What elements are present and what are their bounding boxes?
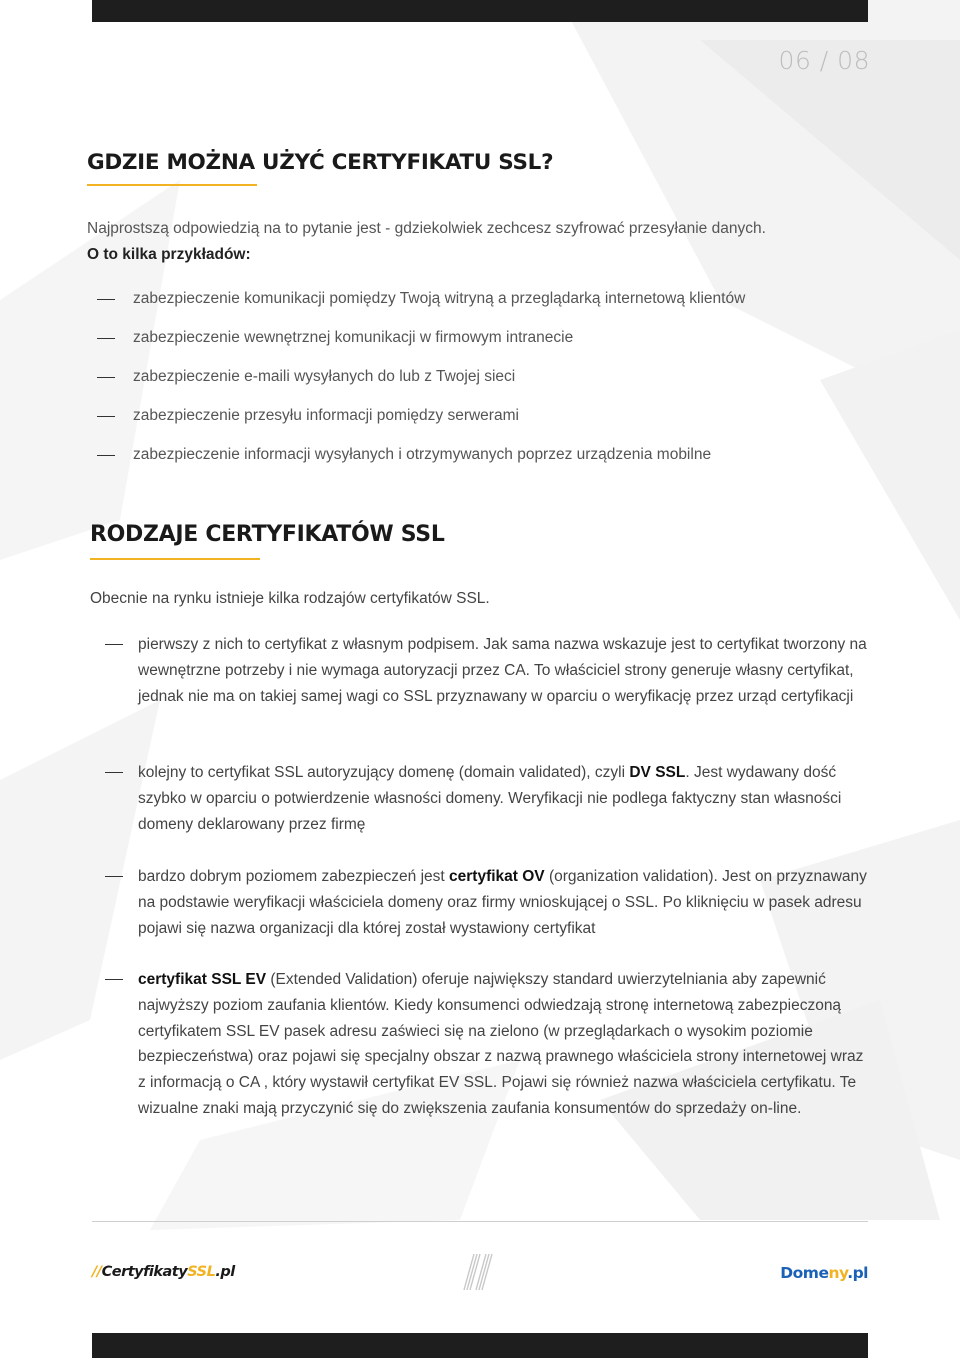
intro-line: Najprostszą odpowiedzią na to pytanie jest - gdziekolwiek zechcesz szyfrować przesyłanie danych. bbox=[87, 220, 766, 237]
list-item: pierwszy z nich to certyfikat z własnym podpisem. Jak sama nazwa wskazuje jest to certyfikat tworzony na wewnętrzne potrzeby i nie wymaga autoryzacji przez CA. To właściciel strony generuje własny certyfikat, jednak nie ma on takiej samej wagi co SSL przyznawany w oparciu o weryfikację przez urząd certyfikacji bbox=[105, 632, 875, 760]
section-title-types: RODZAJE CERTYFIKATÓW SSL bbox=[90, 522, 445, 547]
list-item: zabezpieczenie komunikacji pomiędzy Twoją witryną a przeglądarką internetową klientów bbox=[97, 287, 877, 326]
list-item: bardzo dobrym poziomem zabezpieczeń jest certyfikat OV (organization validation). Jest on przyznawany na podstawie weryfikacji właściciela domeny oraz firmy wnioskującej o SSL. Po kliknięciu w pasek adresu pojawi się nazwa organizacji dla której został wystawiony certyfikat bbox=[105, 864, 875, 967]
dash-bullet bbox=[97, 299, 115, 300]
dash-bullet bbox=[97, 455, 115, 456]
dash-bullet bbox=[97, 416, 115, 417]
list-item: zabezpieczenie przesyłu informacji pomiędzy serwerami bbox=[97, 404, 877, 443]
list-item: zabezpieczenie informacji wysyłanych i otrzymywanych poprzez urządzenia mobilne bbox=[97, 443, 877, 482]
footer-divider bbox=[92, 1221, 868, 1222]
domeny-logo: Domeny.pl bbox=[780, 1264, 868, 1282]
usage-list bbox=[97, 287, 877, 482]
list-item: zabezpieczenie e-maili wysyłanych do lub z Twojej sieci bbox=[97, 365, 877, 404]
dash-bullet bbox=[105, 979, 123, 980]
dash-bullet bbox=[105, 876, 123, 877]
dash-bullet bbox=[97, 338, 115, 339]
list-item: kolejny to certyfikat SSL autoryzujący domenę (domain validated), czyli DV SSL. Jest wydawany dość szybko w oparciu o potwierdzenie własności domeny. Weryfikacji nie podlega faktyczny stan własności domeny deklarowany przez firmę bbox=[105, 760, 875, 864]
section-title-where: GDZIE MOŻNA UŻYĆ CERTYFIKATU SSL? bbox=[87, 150, 554, 175]
top-bar bbox=[92, 0, 868, 22]
dash-bullet bbox=[105, 772, 123, 773]
intro-question: O to kilka przykładów: bbox=[87, 246, 251, 263]
dash-bullet bbox=[105, 644, 123, 645]
list-item: certyfikat SSL EV (Extended Validation) oferuje największy standard uwierzytelniania aby zapewnić najwyższy poziom zaufania klientów. Kiedy konsumenci odwiedzają stronę internetową zabezpieczoną certyfikatem SSL EV pasek adresu zaświeci się na zielono (w przeglądarkach o wysokim poziomie bezpieczeństwa) oraz pojawi się specjalny obszar z nazwą prawnego właściciela strony internetowej wraz z informacją o CA , który wystawił certyfikat EV SSL. Pojawi się również nazwa właściciela certyfikatu. Te wizualne znaki mają przyczynić się do zwiększenia zaufania konsumentów do sprzedaży on-line. bbox=[105, 967, 875, 1122]
section-intro bbox=[87, 216, 877, 268]
types-intro: Obecnie na rynku istnieje kilka rodzajów certyfikatów SSL. bbox=[90, 590, 490, 607]
title-underline bbox=[90, 558, 260, 560]
list-item: zabezpieczenie wewnętrznej komunikacji w firmowym intranecie bbox=[97, 326, 877, 365]
bottom-bar bbox=[92, 1333, 868, 1358]
double-slash-icon bbox=[460, 1252, 500, 1292]
certyfikatyssl-logo: //CertyfikatySSL.pl bbox=[92, 1264, 235, 1280]
page-number: 06 / 08 bbox=[778, 46, 870, 75]
dash-bullet bbox=[97, 377, 115, 378]
types-list bbox=[105, 632, 875, 1122]
title-underline bbox=[87, 184, 257, 186]
